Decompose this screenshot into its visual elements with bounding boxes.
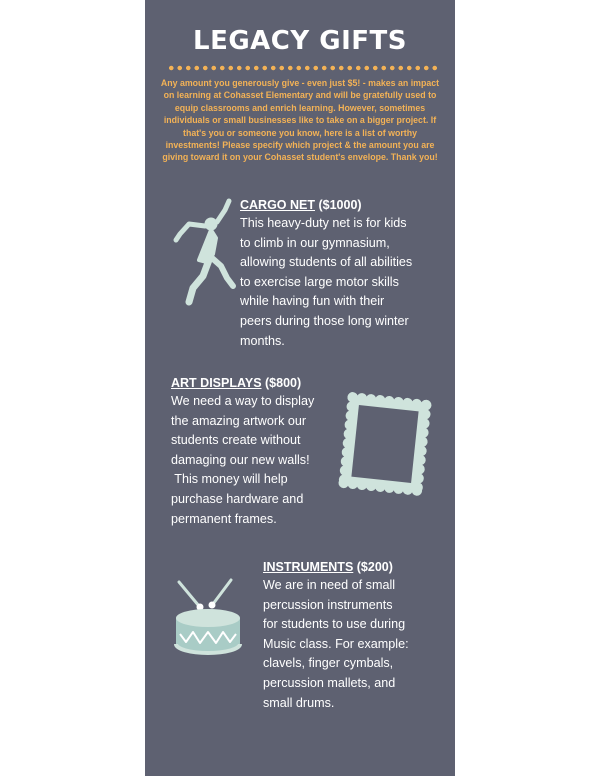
- instruments-amount: ($200): [356, 560, 393, 574]
- picture-frame-icon: [337, 388, 433, 500]
- cargo-net-description: [240, 214, 450, 351]
- section-instruments: [263, 558, 453, 713]
- description-line: the amazing artwork our: [171, 413, 307, 428]
- description-line: clavels, finger cymbals,: [263, 656, 394, 671]
- description-line: students create without: [171, 433, 301, 448]
- description-line: purchase hardware and: [171, 491, 304, 506]
- description-line: This heavy-duty net is for kids: [240, 216, 407, 230]
- description-line: allowing students of all abilities: [240, 255, 413, 270]
- cargo-net-heading: [240, 196, 450, 214]
- drum-icon: [171, 574, 245, 658]
- description-line: peers during those long winter: [240, 313, 409, 328]
- climber-icon: [167, 196, 247, 306]
- section-cargo-net: [240, 196, 450, 351]
- description-line: to climb in our gymnasium,: [240, 235, 390, 250]
- cargo-net-title: CARGO NET: [240, 198, 315, 212]
- dotted-divider: [167, 65, 437, 71]
- instruments-title: INSTRUMENTS: [263, 560, 354, 574]
- description-line: damaging our new walls!: [171, 452, 310, 467]
- description-line: percussion instruments: [263, 597, 393, 612]
- flyer-panel: [145, 0, 455, 776]
- page-title: LEGACY GIFTS: [193, 26, 407, 56]
- instruments-heading: [263, 558, 453, 576]
- description-line: while having fun with their: [240, 294, 385, 309]
- intro-paragraph: Any amount you generously give - even just $5! - makes an impact on learning at Cohasset Elementary and will be gratefully used to equip classrooms and enrich learning. However, sometimes individuals or small businesses like to take on a bigger project. If that's you or someone you know, here is a list of worthy investments! Please specify which project & the amount you are giving toward it on your Cohasset student's envelope. Thank you!: [160, 78, 440, 163]
- description-line: percussion mallets, and: [263, 675, 396, 690]
- description-line: months.: [240, 333, 285, 348]
- description-line: permanent frames.: [171, 511, 277, 526]
- art-displays-title: ART DISPLAYS: [171, 376, 262, 390]
- description-line: for students to use during: [263, 617, 406, 632]
- drumstick-icon: [179, 582, 204, 611]
- description-line: to exercise large motor skills: [240, 274, 399, 289]
- description-line: We need a way to display: [171, 394, 315, 408]
- art-displays-amount: ($800): [265, 376, 302, 390]
- cargo-net-amount: ($1000): [318, 198, 362, 212]
- description-line: small drums.: [263, 695, 335, 710]
- description-line: This money will help: [171, 472, 288, 487]
- drumstick-icon: [209, 580, 232, 609]
- description-line: Music class. For example:: [263, 636, 409, 651]
- instruments-description: [263, 576, 453, 713]
- description-line: We are in need of small: [263, 578, 396, 592]
